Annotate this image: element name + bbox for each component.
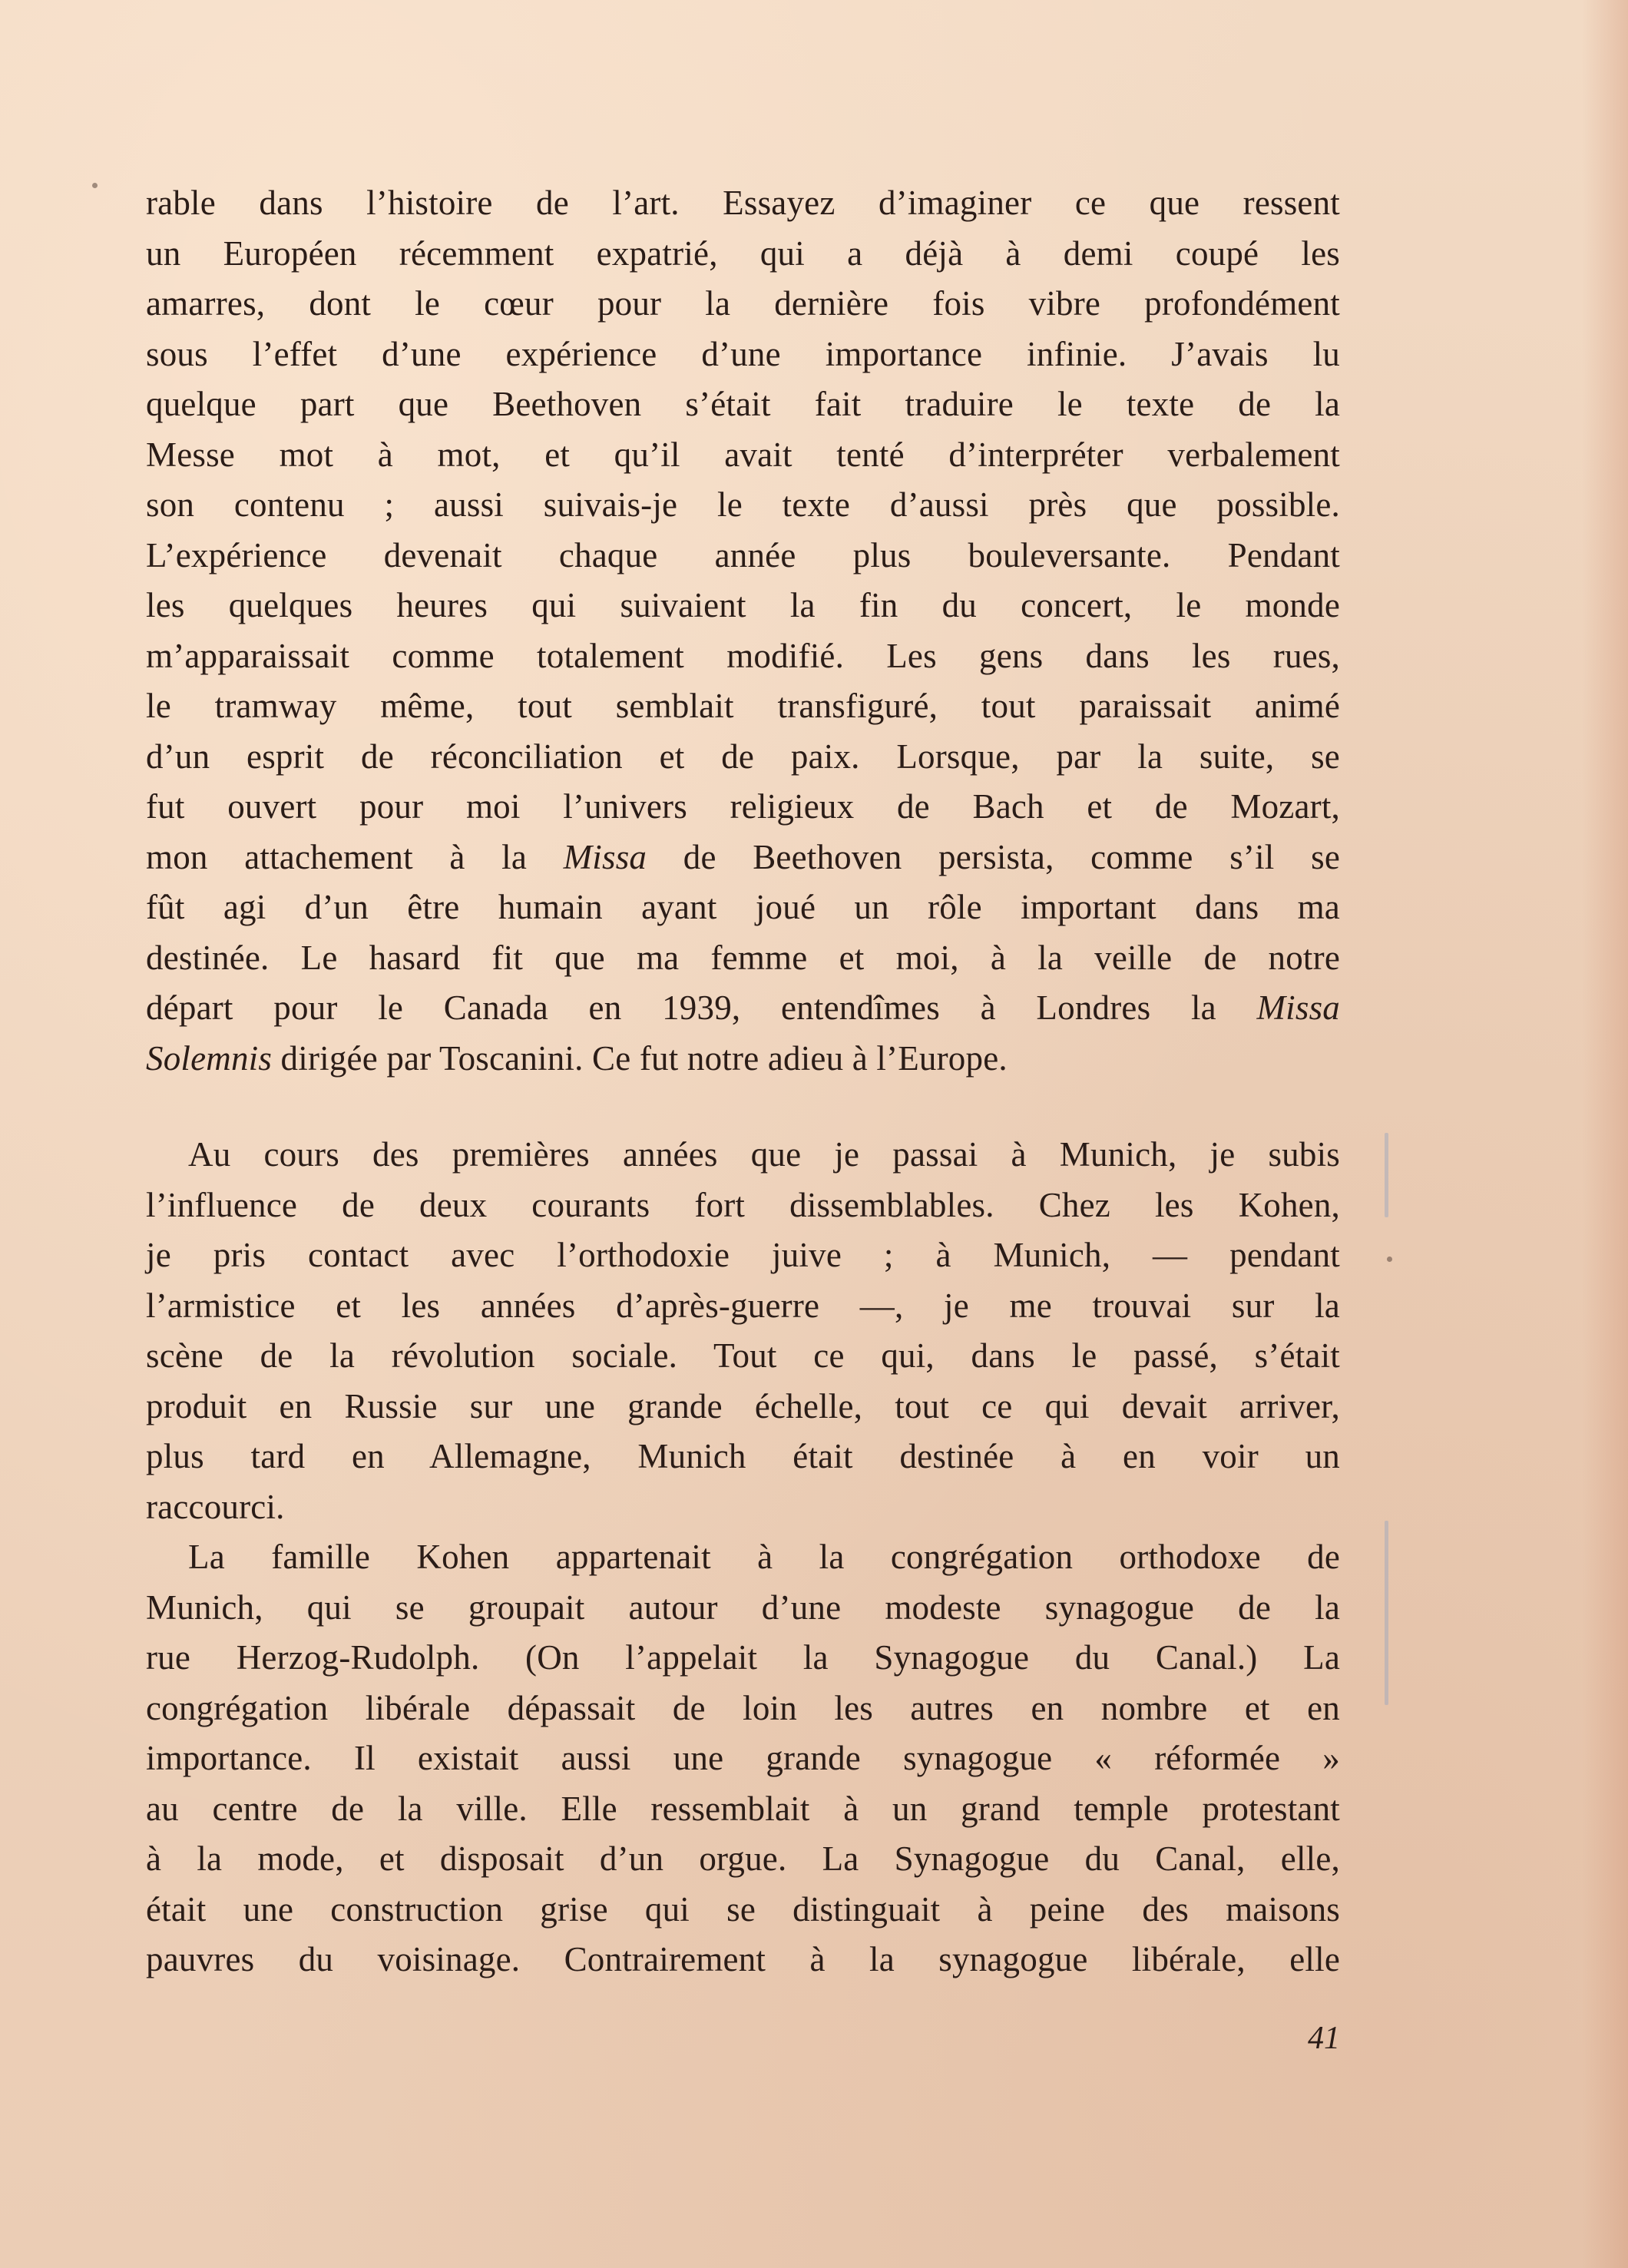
text-line: d’un esprit de réconciliation et de paix. Lorsque, par la suite, se — [146, 737, 1340, 776]
italic-title: Solemnis — [146, 1038, 273, 1078]
text-line: L’expérience devenait chaque année plus bouleversante. Pendant — [146, 535, 1340, 574]
text-line: fut ouvert pour moi l’univers religieux de Bach et de Mozart, — [146, 787, 1340, 826]
text-line: sous l’effet d’une expérience d’une importance infinie. J’avais lu — [146, 334, 1340, 373]
paper-speck — [1387, 1257, 1392, 1262]
text-line: scène de la révolution sociale. Tout ce qui, dans le passé, s’était — [146, 1336, 1340, 1375]
text-line: pauvres du voisinage. Contrairement à la synagogue libérale, elle — [146, 1940, 1340, 1978]
italic-title: Missa — [563, 837, 647, 876]
text-line: à la mode, et disposait d’un orgue. La Synagogue du Canal, elle, — [146, 1839, 1340, 1878]
text-line: le tramway même, tout semblait transfiguré, tout paraissait animé — [146, 687, 1340, 725]
text-line: les quelques heures qui suivaient la fin du concert, le monde — [146, 586, 1340, 624]
text-line: destinée. Le hasard fit que ma femme et moi, à la veille de notre — [146, 938, 1340, 977]
text-line: plus tard en Allemagne, Munich était destinée à en voir un — [146, 1437, 1340, 1475]
text-line — [146, 983, 1340, 1034]
text-run: mon attachement à la — [146, 837, 564, 876]
section-break — [146, 1084, 1340, 1130]
margin-pencil-mark — [1385, 1521, 1388, 1705]
text-line: amarres, dont le cœur pour la dernière fois vibre profondément — [146, 284, 1340, 323]
text-line: m’apparaissait comme totalement modifié. Les gens dans les rues, — [146, 636, 1340, 675]
page-number: 41 — [1308, 2021, 1340, 2056]
body-text — [146, 178, 1340, 1985]
margin-pencil-mark — [1385, 1133, 1388, 1217]
text-line: Munich, qui se groupait autour d’une modeste synagogue de la — [146, 1588, 1340, 1627]
text-line: Messe mot à mot, et qu’il avait tenté d’interpréter verbalement — [146, 435, 1340, 474]
text-line: produit en Russie sur une grande échelle, tout ce qui devait arriver, — [146, 1386, 1340, 1425]
text-line: congrégation libérale dépassait de loin les autres en nombre et en — [146, 1688, 1340, 1727]
text-line: l’armistice et les années d’après-guerre —, je me trouvai sur la — [146, 1286, 1340, 1325]
text-line: je pris contact avec l’orthodoxie juive ; à Munich, — pendant — [146, 1236, 1340, 1274]
text-line — [146, 833, 1340, 883]
italic-title: Missa — [1256, 988, 1340, 1027]
text-line: son contenu ; aussi suivais-je le texte d’aussi près que possible. — [146, 485, 1340, 524]
paper-speck — [92, 183, 98, 188]
text-run: de Beethoven persista, comme s’il se — [647, 837, 1340, 876]
text-line: un Européen récemment expatrié, qui a déjà à demi coupé les — [146, 233, 1340, 273]
text-line: Au cours des premières années que je passai à Munich, je subis — [188, 1135, 1340, 1174]
text-line: au centre de la ville. Elle ressemblait à un grand temple protestant — [146, 1789, 1340, 1828]
text-line: l’influence de deux courants fort dissemblables. Chez les Kohen, — [146, 1185, 1340, 1224]
page-edge-shading — [1582, 0, 1628, 2268]
text-line: fût agi d’un être humain ayant joué un rôle important dans ma — [146, 888, 1340, 926]
text-line: quelque part que Beethoven s’était fait traduire le texte de la — [146, 385, 1340, 423]
text-line: était une construction grise qui se distinguait à peine des maisons — [146, 1889, 1340, 1929]
text-line: raccourci. — [146, 1487, 285, 1526]
text-run: dirigée par Toscanini. Ce fut notre adieu à l’Europe. — [272, 1038, 1008, 1078]
text-line: rue Herzog-Rudolph. (On l’appelait la Synagogue du Canal.) La — [146, 1638, 1340, 1677]
text-line: La famille Kohen appartenait à la congrégation orthodoxe de — [188, 1538, 1340, 1576]
text-line: rable dans l’histoire de l’art. Essayez d’imaginer ce que ressent — [146, 184, 1340, 222]
text-run: départ pour le Canada en 1939, entendîmes à Londres la — [146, 988, 1257, 1027]
text-line: importance. Il existait aussi une grande synagogue « réformée » — [146, 1739, 1340, 1777]
text-line — [146, 1034, 1340, 1084]
